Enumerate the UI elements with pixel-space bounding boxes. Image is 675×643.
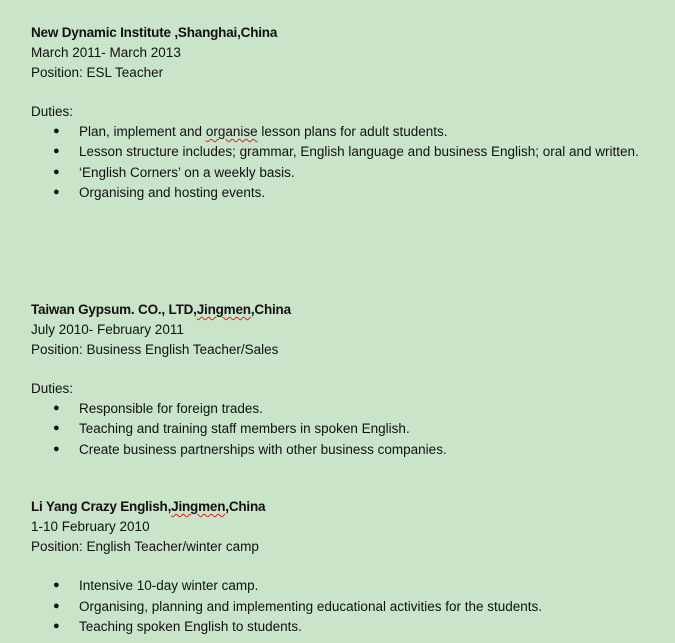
duty-text: Responsible for foreign trades. [79, 400, 263, 416]
blank-line [31, 82, 651, 102]
job-li-yang [31, 497, 651, 637]
list-item [31, 597, 651, 617]
position-title: Position: Business English Teacher/Sales [31, 341, 279, 357]
duty-text: Organising, planning and implementing educational activities for the students. [79, 598, 543, 614]
blank-line [31, 359, 651, 379]
employer-city: Jingmen [171, 499, 226, 514]
list-item [31, 419, 651, 439]
employer-name: New Dynamic Institute ,Shanghai,China [31, 25, 278, 40]
employer-country: ,China [250, 302, 291, 317]
employer-country: ,China [225, 499, 266, 514]
list-item [31, 440, 651, 460]
position-title: Position: English Teacher/winter camp [31, 538, 259, 554]
duties-list [31, 399, 651, 460]
duty-text: Organising and hosting events. [79, 185, 266, 201]
job-taiwan-gypsum [31, 300, 651, 460]
blank-line [31, 556, 651, 576]
duties-list [31, 122, 651, 203]
duty-text: Intensive 10-day winter camp. [79, 578, 259, 594]
duty-text: Teaching and training staff members in spoken English. [79, 421, 410, 437]
employment-dates: 1-10 February 2010 [31, 518, 150, 534]
position-title: Position: ESL Teacher [31, 64, 164, 80]
employer-name-part: Taiwan Gypsum. CO., LTD, [31, 302, 197, 317]
employment-dates: March 2011- March 2013 [31, 44, 181, 60]
employer-name [31, 497, 651, 517]
job-new-dynamic [31, 23, 651, 204]
employment-dates: July 2010- February 2011 [31, 321, 184, 337]
list-item [31, 142, 651, 162]
employer-name-part: Li Yang Crazy English, [31, 499, 172, 514]
list-item [31, 576, 651, 596]
duties-label: Duties: [31, 104, 74, 120]
duty-text: Teaching spoken English to students. [79, 618, 302, 634]
employer-name [31, 300, 651, 320]
list-item [31, 183, 651, 203]
duties-list [31, 576, 651, 637]
duty-text: Create business partnerships with other business companies. [79, 441, 447, 457]
duty-text: ● Lesson structure includes; grammar, English language and business English; oral and written. [79, 144, 639, 160]
list-item [31, 617, 651, 637]
employer-city: Jingmen [196, 302, 251, 317]
duties-label: Duties: [31, 381, 74, 397]
list-item [31, 163, 651, 183]
spellcheck-word: organise [205, 123, 258, 139]
list-item [31, 122, 651, 142]
duty-text: ‘English Corners’ on a weekly basis. [79, 164, 295, 180]
duty-text: Plan, implement and organise lesson plans for adult students. [79, 123, 448, 139]
list-item [31, 399, 651, 419]
